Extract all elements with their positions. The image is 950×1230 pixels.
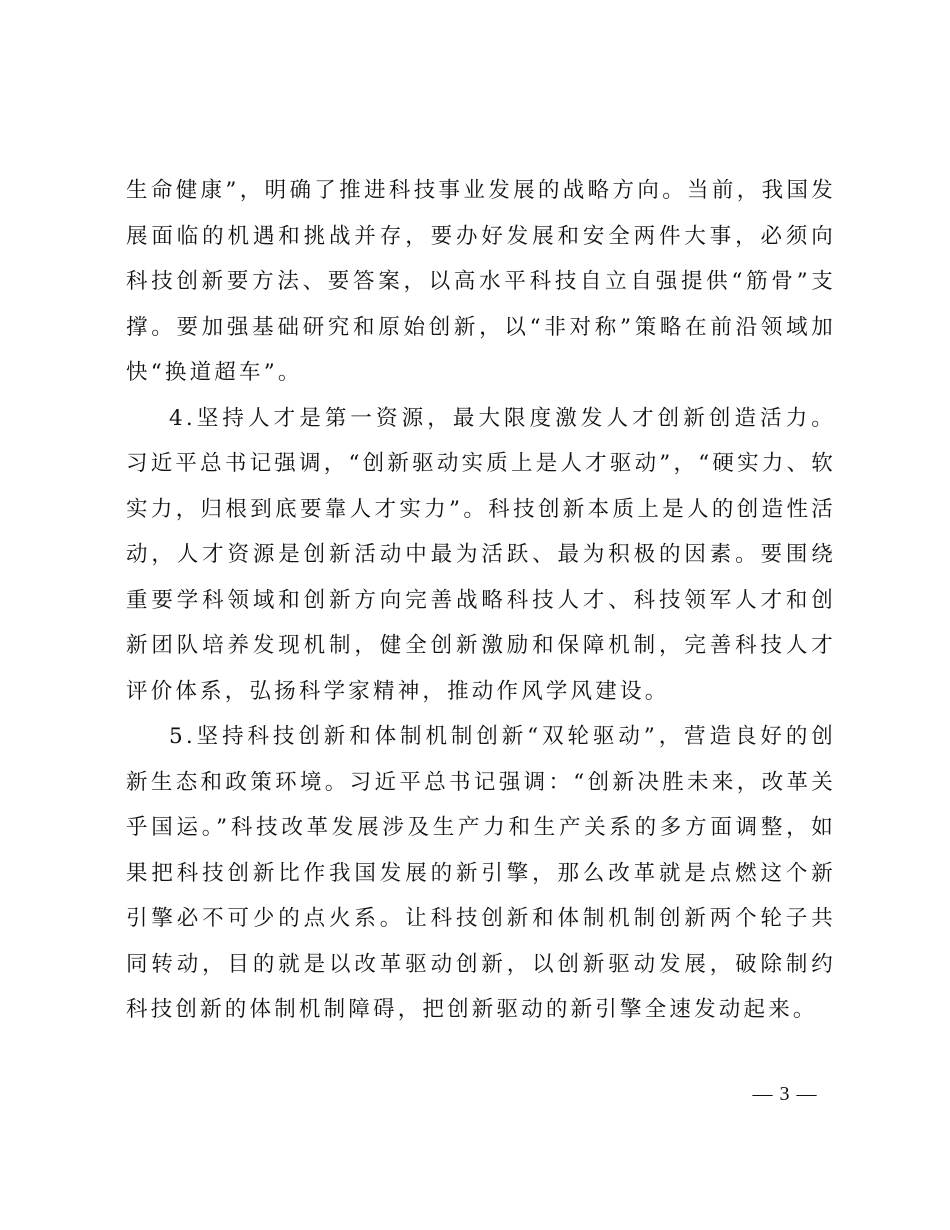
- page-number: — 3 —: [752, 1083, 818, 1105]
- document-body: [126, 168, 836, 1033]
- paragraph-item-4: 4.坚持人才是第一资源，最大限度激发人才创新创造活力。习近平总书记强调，“创新驱动实质上是人才驱动”，“硬实力、软实力，归根到底要靠人才实力”。科技创新本质上是人的创造性活动，人才资源是创新活动中最为活跃、最为积极的因素。要围绕重要学科领域和创新方向完善战略科技人才、科技领军人才和创新团队培养发现机制，健全创新激励和保障机制，完善科技人才评价体系，弘扬科学家精神，推动作风学风建设。: [126, 405, 836, 704]
- paragraph-continuation: 生命健康”，明确了推进科技事业发展的战略方向。当前，我国发展面临的机遇和挑战并存，要办好发展和安全两件大事，必须向科技创新要方法、要答案，以高水平科技自立自强提供“筋骨”支撑。要加强基础研究和原始创新，以“非对称”策略在前沿领域加快“换道超车”。: [126, 178, 836, 385]
- paragraph-item-5: 5.坚持科技创新和体制机制创新“双轮驱动”，营造良好的创新生态和政策环境。习近平总书记强调：“创新决胜未来，改革关乎国运。”科技改革发展涉及生产力和生产关系的多方面调整，如果把科技创新比作我国发展的新引擎，那么改革就是点燃这个新引擎必不可少的点火系。让科技创新和体制机制创新两个轮子共同转动，目的就是以改革驱动创新，以创新驱动发展，破除制约科技创新的体制机制障碍，把创新驱动的新引擎全速发动起来。: [126, 724, 836, 1022]
